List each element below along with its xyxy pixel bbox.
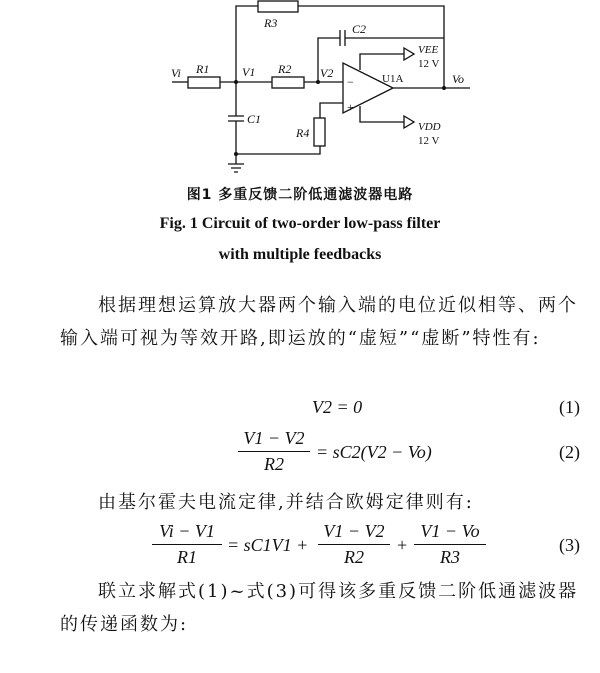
c1-capacitor (228, 116, 244, 121)
equation-3-term3 (414, 521, 486, 568)
vdd-wire (360, 106, 404, 122)
fraction-bar (414, 544, 486, 545)
r4-wire-top (320, 103, 343, 118)
label-r3: R3 (264, 16, 278, 30)
equation-3-term1 (152, 521, 222, 568)
label-vo: Vo (452, 72, 464, 86)
fraction-bar (318, 544, 390, 545)
label-vdd: VDD (418, 121, 441, 133)
paragraph-kirchhoff: 由基尔霍夫电流定律,并结合欧姆定律则有: (98, 492, 474, 513)
equation-3-term1-numerator: Vi − V1 (159, 521, 215, 541)
ground-icon (228, 164, 244, 172)
equation-2-numerator: V1 − V2 (243, 428, 305, 448)
node-v1-dot (234, 80, 238, 84)
label-r2: R2 (278, 62, 292, 76)
equation-2-denominator: R2 (264, 454, 284, 474)
equation-3-term1-denominator: R1 (177, 547, 197, 567)
r3-resistor (258, 1, 298, 12)
label-c1: C1 (247, 112, 262, 126)
label-minus: − (347, 75, 354, 89)
label-vi: Vi (171, 66, 181, 80)
label-r4: R4 (296, 126, 310, 140)
equation-3-middle: = sC1V1 + (227, 535, 309, 555)
paragraph-transfer-function: 联立求解式(1)~式(3)可得该多重反馈二阶低通滤波器的传递函数为: (60, 581, 579, 635)
equation-3-term3-numerator: V1 − Vo (420, 521, 480, 541)
fraction-bar (152, 544, 222, 545)
vee-wire (360, 54, 404, 70)
label-u1a: U1A (382, 73, 404, 85)
label-plus: + (347, 100, 354, 114)
node-vo-dot (442, 86, 446, 90)
equation-3-plus: + (397, 535, 408, 555)
equation-3-term3-denominator: R3 (440, 547, 460, 567)
label-vdd-voltage: 12 V (418, 135, 440, 147)
label-vee-voltage: 12 V (418, 58, 440, 70)
equation-3-term2-denominator: R2 (344, 547, 364, 567)
figure-caption-english-line2: with multiple feedbacks (218, 246, 382, 263)
equation-1-number: (1) (559, 397, 580, 417)
node-v2-dot (316, 80, 320, 84)
equation-1: V2 = 0 (312, 397, 363, 417)
figure-caption-english-line1: Fig. 1 Circuit of two-order low-pass filter (159, 215, 441, 232)
label-v1: V1 (242, 65, 256, 79)
label-vee: VEE (418, 44, 439, 56)
equation-2-number: (2) (559, 442, 580, 462)
label-r1: R1 (196, 62, 210, 76)
c2-capacitor (340, 30, 345, 46)
label-v2: V2 (320, 66, 334, 80)
vdd-arrow (404, 116, 414, 128)
r4-wire-bottom (236, 146, 320, 154)
r1-resistor (188, 77, 220, 88)
fraction-bar (238, 451, 310, 452)
equation-2-fraction (238, 428, 310, 475)
circuit-diagram (0, 0, 600, 178)
vee-arrow (404, 48, 414, 60)
equation-3-term2-numerator: V1 − V2 (323, 521, 385, 541)
equation-3-term2 (318, 521, 390, 568)
r2-resistor (272, 77, 304, 88)
node-gnd-dot (234, 152, 238, 156)
figure-caption-chinese: 图1 多重反馈二阶低通滤波器电路 (186, 187, 414, 203)
label-c2: C2 (352, 22, 367, 36)
equation-3-number: (3) (559, 535, 580, 555)
r4-resistor (314, 118, 325, 146)
paragraph-virtual-short: 根据理想运算放大器两个输入端的电位近似相等、两个输入端可视为等效开路,即运放的“虚短”“虚断”特性有: (60, 295, 578, 349)
equation-2-rhs: = sC2(V2 − Vo) (316, 442, 432, 462)
